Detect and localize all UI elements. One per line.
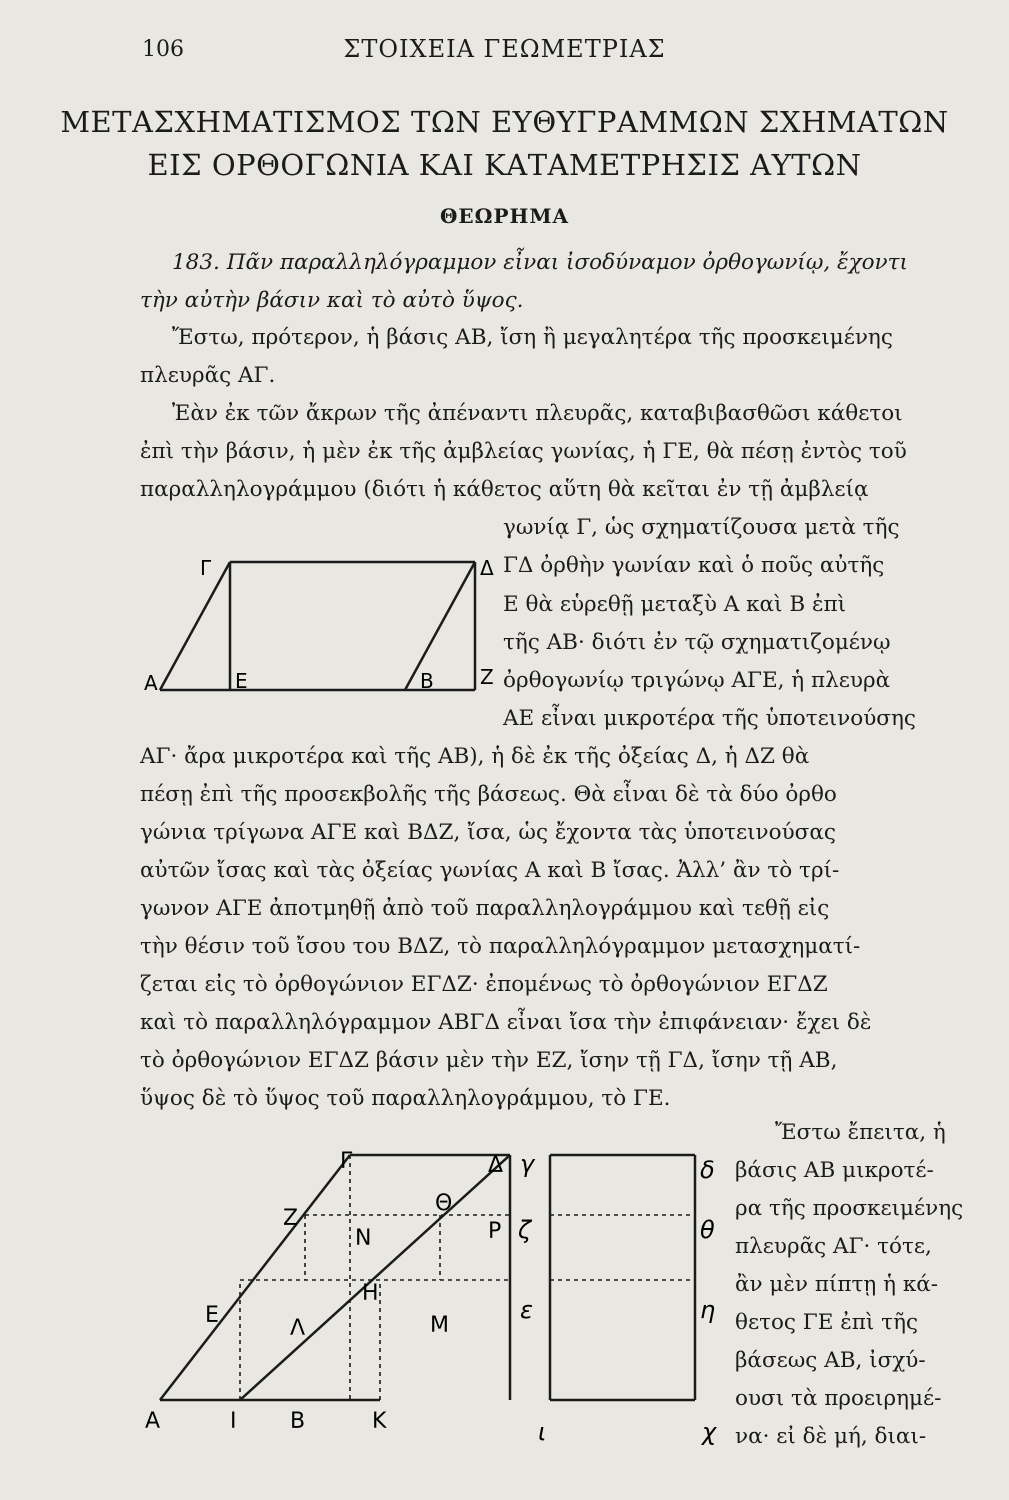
fig2-label-theta: θ xyxy=(700,1216,715,1244)
text-line: Ε θὰ εὑρεθῇ μεταξὺ Α καὶ Β ἐπὶ xyxy=(503,592,847,617)
text-line: γωνον ΑΓΕ ἀποτμηθῇ ἀπὸ τοῦ παραλληλογράμμου καὶ τεθῇ εἰς xyxy=(140,896,830,921)
fig1-label-b: Β xyxy=(420,669,434,693)
fig2-label-n: Ν xyxy=(355,1226,372,1251)
fig2-label-d: Δ xyxy=(488,1153,504,1178)
fig2-label-b: Β xyxy=(290,1409,306,1434)
fig1-side-ag xyxy=(160,562,230,690)
text-line: Ἔστω ἔπειτα, ἡ xyxy=(775,1120,946,1145)
running-title: ΣΤΟΙΧΕΙΑ ΓΕΩΜΕΤΡΙΑΣ xyxy=(343,35,666,63)
text-line: ζεται εἰς τὸ ὀρθογώνιον ΕΓΔΖ· ἐπομένως τὸ ὀρθογώνιον ΕΓΔΖ xyxy=(140,972,828,997)
text-line: τῆς ΑΒ· διότι ἐν τῷ σχηματιζομένῳ xyxy=(503,630,891,655)
text-line: πλευρᾶς ΑΓ. xyxy=(140,363,276,388)
text-line: γώνια τρίγωνα ΑΓΕ καὶ ΒΔΖ, ἴσα, ὡς ἔχοντα τὰς ὑποτεινούσας xyxy=(140,820,836,845)
theorem-heading: ΘΕΩΡΗΜΑ xyxy=(439,204,570,228)
text-line: θετος ΓΕ ἐπὶ τῆς xyxy=(735,1310,918,1335)
page-number: 106 xyxy=(142,37,184,62)
fig1-label-g: Γ xyxy=(200,556,212,580)
text-line: βάσεως ΑΒ, ἰσχύ- xyxy=(735,1348,926,1373)
fig1-label-d: Δ xyxy=(480,556,494,580)
fig2-label-gamma: γ xyxy=(520,1150,535,1178)
text-line: τὸ ὀρθογώνιον ΕΓΔΖ βάσιν μὲν τὴν ΕΖ, ἴσην τῇ ΓΔ, ἴσην τῇ ΑΒ, xyxy=(140,1048,838,1073)
theorem-statement-cont: τὴν αὐτὴν βάσιν καὶ τὸ αὐτὸ ὕψος. xyxy=(140,288,524,313)
fig2-label-chi: χ xyxy=(702,1418,717,1446)
fig2-label-e: Ε xyxy=(205,1303,219,1328)
fig2-label-rho: Ρ xyxy=(488,1219,502,1244)
text-line: αὐτῶν ἴσας καὶ τὰς ὀξείας γωνίας Α καὶ Β ἴσας. Ἀλλ’ ἂν τὸ τρί- xyxy=(140,858,840,883)
text-line: παραλληλογράμμου (διότι ἡ κάθετος αὕτη θὰ κεῖται ἐν τῇ ἀμβλείᾳ xyxy=(140,477,869,502)
text-line: ρα τῆς προσκειμένης xyxy=(735,1196,964,1221)
fig2-label-g: Γ xyxy=(340,1150,353,1174)
section-title-line-2: ΕΙΣ ΟΡΘΟΓΩΝΙΑ ΚΑΙ ΚΑΤΑΜΕΤΡΗΣΙΣ ΑΥΤΩΝ xyxy=(147,148,862,182)
text-line: ἂν μὲν πίπτῃ ἡ κά- xyxy=(735,1272,939,1297)
text-line: πλευρᾶς ΑΓ· τότε, xyxy=(735,1234,932,1259)
text-line: ΑΕ εἶναι μικροτέρα τῆς ὑποτεινούσης xyxy=(503,706,916,731)
fig2-label-k: Κ xyxy=(372,1409,387,1434)
text-line: ΓΔ ὀρθὴν γωνίαν καὶ ὁ ποῦς αὐτῆς xyxy=(503,553,885,578)
fig2-label-delta: δ xyxy=(700,1156,715,1184)
text-line: ὕψος δὲ τὸ ὕψος τοῦ παραλληλογράμμου, τὸ ΓΕ. xyxy=(140,1086,671,1111)
fig2-label-zeta: ζ xyxy=(518,1216,532,1244)
fig1-label-a: Α xyxy=(144,671,158,695)
text-line: Ἔστω, πρότερον, ἡ βάσις ΑΒ, ἴση ἢ μεγαλητέρα τῆς προσκειμένης xyxy=(172,325,893,350)
fig2-label-a: Α xyxy=(145,1409,161,1434)
fig2-label-i: Ι xyxy=(230,1409,237,1434)
fig2-label-th: Θ xyxy=(435,1191,453,1216)
fig1-label-e: Ε xyxy=(235,669,248,693)
fig2-label-z: Ζ xyxy=(283,1206,299,1231)
text-line: Ἐὰν ἐκ τῶν ἄκρων τῆς ἀπέναντι πλευρᾶς, καταβιβασθῶσι κάθετοι xyxy=(172,401,903,426)
fig2-label-iota: ι xyxy=(538,1418,547,1446)
fig1-label-z: Ζ xyxy=(480,665,494,689)
theorem-statement: 183. Πᾶν παραλληλόγραμμον εἶναι ἰσοδύναμον ὀρθογωνίῳ, ἔχοντι xyxy=(172,250,908,275)
figure-parallelogram-2 xyxy=(140,1150,730,1450)
fig2-side-bd xyxy=(240,1155,510,1400)
text-line: ουσι τὰ προειρημέ- xyxy=(735,1386,942,1411)
text-line: ΑΓ· ἄρα μικροτέρα καὶ τῆς ΑΒ), ἡ δὲ ἐκ τῆς ὀξείας Δ, ἡ ΔΖ θὰ xyxy=(140,744,810,769)
text-line: ἐπὶ τὴν βάσιν, ἡ μὲν ἐκ τῆς ἀμβλείας γωνίας, ἡ ΓΕ, θὰ πέσῃ ἐντὸς τοῦ xyxy=(140,439,907,464)
text-line: τὴν θέσιν τοῦ ἴσου του ΒΔΖ, τὸ παραλληλόγραμμον μετασχηματί- xyxy=(140,934,861,959)
text-line: καὶ τὸ παραλληλόγραμμον ΑΒΓΔ εἶναι ἴσα τὴν ἐπιφάνειαν· ἔχει δὲ xyxy=(140,1010,872,1035)
text-line: βάσις ΑΒ μικροτέ- xyxy=(735,1158,934,1183)
fig2-label-eta: η xyxy=(700,1296,716,1324)
figure-parallelogram-1 xyxy=(140,540,500,715)
fig1-side-bd xyxy=(405,562,475,690)
fig2-label-m: Μ xyxy=(430,1313,449,1338)
section-title-line-1: ΜΕΤΑΣΧΗΜΑΤΙΣΜΟΣ ΤΩΝ ΕΥΘΥΓΡΑΜΜΩΝ ΣΧΗΜΑΤΩΝ xyxy=(60,105,949,139)
text-line: να· εἰ δὲ μή, διαι- xyxy=(735,1424,927,1449)
fig2-side-ag xyxy=(160,1155,350,1400)
text-line: πέσῃ ἐπὶ τῆς προσεκβολῆς τῆς βάσεως. Θὰ εἶναι δὲ τὰ δύο ὀρθο xyxy=(140,782,837,807)
fig2-label-l: Λ xyxy=(290,1316,306,1341)
fig2-label-epsilon: ε xyxy=(520,1296,533,1324)
text-line: ὀρθογωνίῳ τριγώνῳ ΑΓΕ, ἡ πλευρὰ xyxy=(503,668,891,693)
text-line: γωνίᾳ Γ, ὡς σχηματίζουσα μετὰ τῆς xyxy=(503,515,900,540)
fig2-label-h: Η xyxy=(362,1281,379,1306)
